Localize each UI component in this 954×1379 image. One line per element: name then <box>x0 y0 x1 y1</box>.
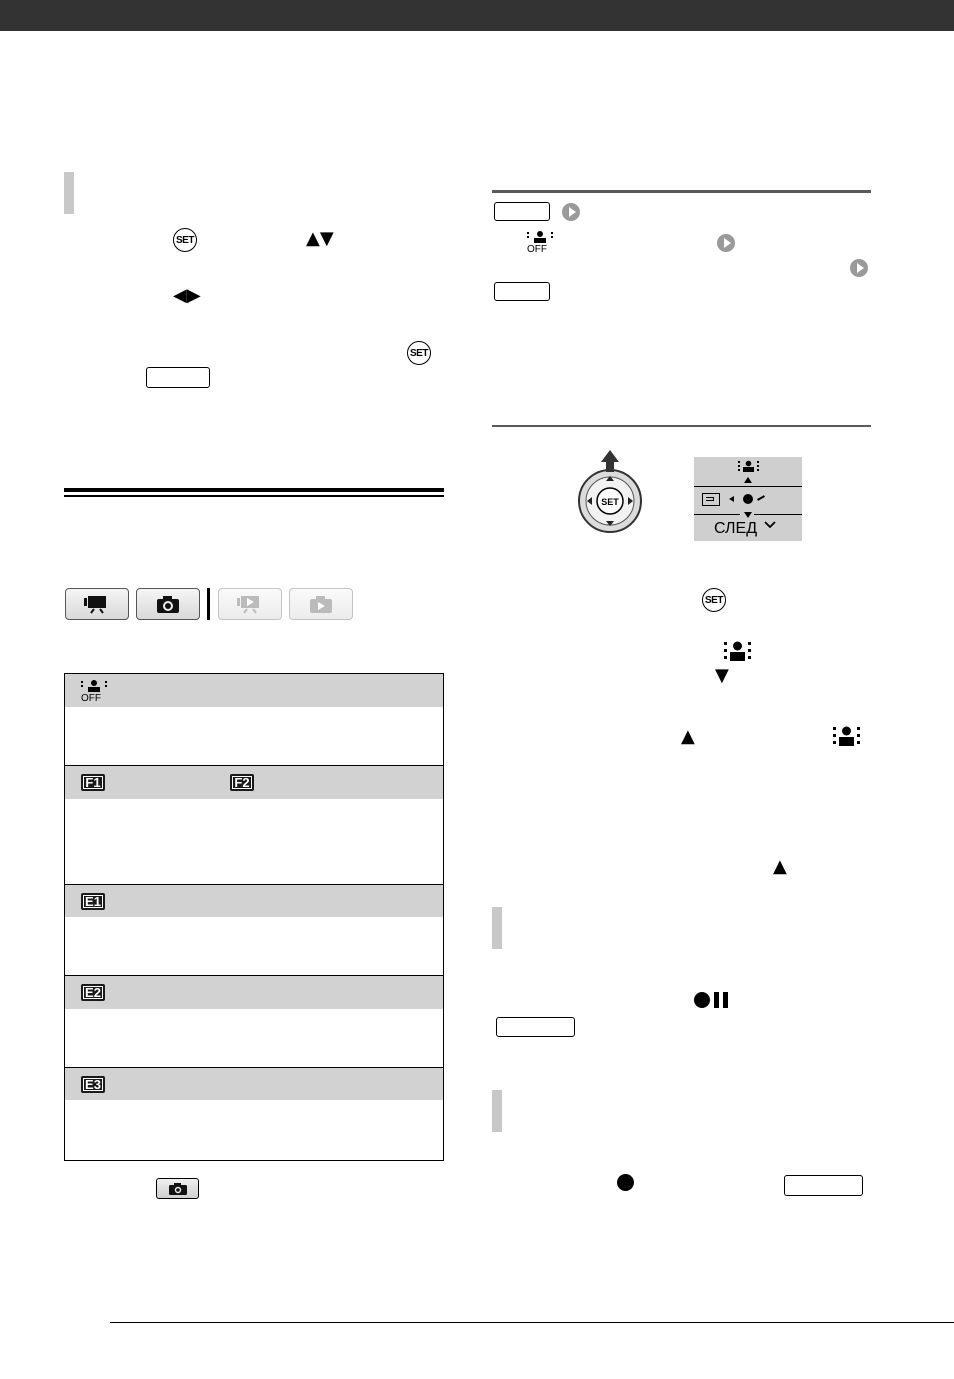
up-arrow-icon: ▲ <box>681 726 695 747</box>
lcd-next-label: СЛЕД <box>714 520 758 537</box>
still-camera-icon <box>155 593 181 615</box>
section-marker <box>492 1090 502 1132</box>
up-arrow-icon: ▲ <box>773 856 787 877</box>
lcd-record-dot-icon <box>743 494 753 504</box>
left-right-arrows-icon: ◀▶ <box>173 285 201 306</box>
table-row-e1-header <box>65 884 443 917</box>
lcd-divider <box>694 514 740 515</box>
procedure-rule-top <box>492 190 871 193</box>
movie-playback-icon <box>235 593 265 615</box>
lcd-divider <box>754 514 802 515</box>
table-row-e2-header <box>65 975 443 1009</box>
down-arrow-icon: ▼ <box>715 665 729 686</box>
movie-playback-button <box>218 588 282 620</box>
start-stop-button-icon <box>496 1017 575 1037</box>
record-icon <box>694 992 710 1008</box>
table-row-e3-header <box>65 1067 443 1100</box>
face-detection-icon <box>738 460 760 474</box>
footer-rule <box>110 1322 954 1323</box>
mode-divider <box>207 588 210 620</box>
lcd-slider-icon <box>757 495 765 501</box>
table-row-f-header <box>65 765 443 799</box>
lcd-down-arrow-icon <box>744 512 752 518</box>
options-table <box>64 673 444 1161</box>
e3-icon: E3 <box>81 1076 105 1093</box>
movie-mode-button <box>65 588 129 620</box>
next-step-arrow-icon <box>850 259 868 277</box>
pause-bar-icon <box>714 992 719 1008</box>
next-step-arrow-icon <box>562 203 580 221</box>
section-rule-thick <box>64 488 444 492</box>
start-stop-button-icon <box>784 1175 863 1196</box>
chevron-down-icon <box>764 521 776 529</box>
svg-text:OFF: OFF <box>81 693 101 703</box>
joystick-up-icon <box>577 450 643 534</box>
menu-button-icon <box>146 367 210 388</box>
up-down-arrows-icon: ▲▼ <box>306 228 334 249</box>
pause-bar-icon <box>723 992 728 1008</box>
face-detection-icon <box>832 725 862 749</box>
photo-playback-icon <box>308 593 334 615</box>
lcd-up-arrow-icon <box>744 477 752 483</box>
procedure-rule-bottom <box>492 425 871 427</box>
section-marker <box>492 907 502 949</box>
next-step-arrow-icon <box>717 234 735 252</box>
set-button-icon: SET <box>173 228 197 252</box>
top-header-bar <box>0 0 954 31</box>
face-detection-off-icon <box>525 230 557 254</box>
e2-icon: E2 <box>81 984 105 1001</box>
f1-icon: F1 <box>81 774 105 791</box>
record-icon <box>617 1174 634 1191</box>
section-rule-thin <box>64 495 444 497</box>
e1-icon: E1 <box>81 893 105 910</box>
svg-text:SET: SET <box>601 497 619 507</box>
face-detection-off-icon <box>79 679 111 703</box>
lcd-left-arrow-icon <box>729 496 734 502</box>
f2-icon: F2 <box>230 774 254 791</box>
svg-text:OFF: OFF <box>527 244 547 254</box>
photo-mode-small-icon <box>156 1178 199 1199</box>
movie-camera-icon <box>82 593 112 615</box>
func-button-icon <box>494 282 550 301</box>
photo-playback-button <box>289 588 353 620</box>
face-detection-icon <box>723 640 753 664</box>
set-button-icon: SET <box>407 341 431 365</box>
section-marker <box>64 172 74 214</box>
set-button-icon: SET <box>702 588 726 612</box>
lcd-return-icon <box>702 493 720 506</box>
lcd-divider <box>694 486 802 487</box>
photo-mode-button <box>136 588 200 620</box>
still-camera-icon <box>168 1182 188 1196</box>
func-button-icon <box>494 202 550 221</box>
table-row-off-header <box>65 674 443 707</box>
lcd-screen-preview <box>694 457 802 541</box>
